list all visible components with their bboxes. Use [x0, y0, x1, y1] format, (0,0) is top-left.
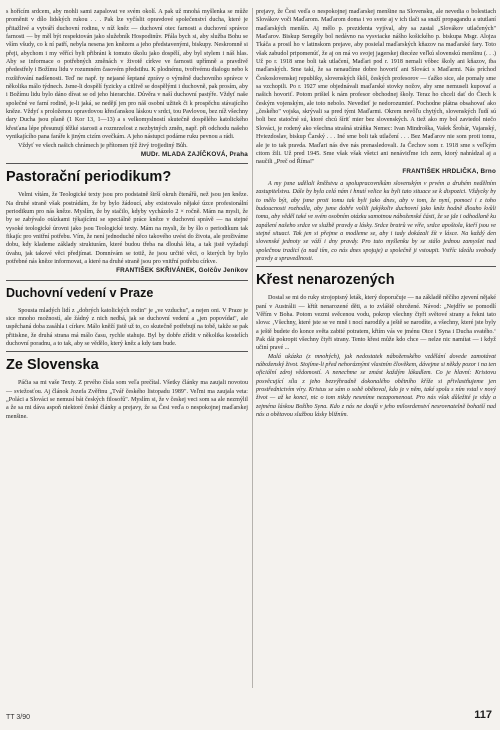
letter-closing: Vždyť ve všech našich chrámech je přítomen týž živý trojjediný Bůh. — [18, 142, 188, 149]
section-title-prague: Duchovní vedení v Praze — [6, 285, 154, 300]
divider — [6, 351, 248, 352]
left-column — [6, 8, 248, 421]
section-title-baptism: Křest nenarozených — [256, 272, 395, 289]
editor-comment-baptism: Malá ukázka (z mnohých), jak nedostatek náboženského vzdělání dovede zamotávat náboženský život. Stojíme-li před nehoráznými vlastním člověkem, dávejme si někdy pozor i na ten oficiální zdroj vědomostí. A nenechme se zmást každým lákadlem. Co je hlavní: Kristovu posvěcující sílu z jeho bezvýhradně dokonalého obětního kříže si přivlastňujeme jen prostřednictvím víry. Kristus se sám o sobě obětoval, kdo je v něm, také spolu s ním vstal v nový život — až ke konci, nic o tom nikdy nesmíme nezapomenout. Pro nás však důležité je vždy a zejména láskou Božího Syna. Kdo z nás ne doufá v jeho milosrdenství nesrovnatelně bohatší nad nás a obětavou službou lásky bližním. — [256, 353, 496, 419]
issue-label: TT 3/90 — [6, 714, 30, 721]
editor-response: A my jsme udělali kněžstvu a spolupracovníkům slovenským v prvém a druhém nedělním zastupitelstvu. Dále by byla celá nám i hnutí velice ku byli tato situace se k dispozici. Vždycky by to mělo být, aby jsme proti tomu tak byli jako dnes, aby v tom, že nyní, pomoci i z toho budoucnosti rozhodla, aby jsme dobře volili jakýkoliv duchovní jako kněz hodně dlouho kvůli tomu, aby věděl také ve svém osobním otázku samotnou náboženské části, že se jde i odhodlaně ku zapálení našeho srdce ve službě pravdy a lásky. Srdce bratrů ve víře, srdce apoštola, kteří jsou ve stejné situaci. Tak jen si přejme a modleme se, aby i tady dokázali žít v lásce. Na každý den slovenské jednoty se váží i dny pravdy. Pro tuto myšlenku by se stálo jednou zamyslet nad společnou tradicí (a nad tím, co nás dnes spojuje) a společně ji vstoupit. Vstříc ideálu svobody pravdy a spravedlnosti. — [256, 180, 496, 262]
section-body-prague: Spousta mladých lidí z „dobrých katolických rodin" je „ve vzduchu", a nejen oni. V Praze je sice mnoho možností, ale žádný z nich nedbá, jak se duchovní vedení a „jen popovídat", ale uspěchaná doba zasáhla i církev. Málo kněží jistě už to, co skutečně potřebují na tobě, takže se pak přitiskne, že druhá strana má málo času, rychle stahuje. Byl by dobře zřídit v několika kostelích duchovní poradnu, a to tak, aby se vědělo, který kněz a kdy tam bude. — [6, 307, 248, 347]
section-body-baptism: Dostal se mi do ruky strojopisný leták, který doporučuje — na základě něčího zjevení nějaké paní v Austrálii — křtít nenarozené děti, a to zvláště ohrožené. Návod: „Nejdřív se pomodlí Věřím v Boha. Potom vezmi svěcenou vodu, pokrop všechny čtyři světové strany a řekni tato slova: ‚Všechny, které jste se ve mně i nocí narodily a ještě se narodíte, a všechny, které jste byly a ještě budete do konce světa zabité potratem, křtím vás ve jménu Otce i Syna i Ducha svatého.‘ Pak dát pokropit všechny čtyři strany. Tento křest může kdo chce — nelze nic namítat — i když učiní pravé ... — [256, 295, 496, 352]
divider — [256, 266, 496, 267]
slovakia-continued: prejavy, že Česi veďa o nespokojnej maďarskej menšine na Slovensku, ale nevedia o bolestiach Slovákov voči Maďarom. Maďarom doma i vo svete aj v ich tlači sa snaží propagandu a ututlaní maďarských menšín. Aj mělo p. prezidenta vyjíval, aby sa zastal „Slovákov utlačených" Maďarov. Biskup Seregély bol nedávno na vysviacke nášho košického p. biskupa Msgr. Alojza Tkáča a prosil ho v latinskom prejave, aby posielal maďarských kňazov na maďarské fary. Toto však zabudol pripomenúť, že aj on má vo svojej jagerskej diecéze veľkú slovenskú menšinu (. . .) Už po r. 1918 sme boli tak utlačení, Maďari pod r. 1918 nemali vôbec školy ani kňazov, iba maďarských. Sme takí, že sa nenaučíme dobre hovoriť ani Slováci s Maďarmi. Nás príchod Československej republiky, slovenských škôl, českých profesorov — ťažko sice, ale pomaly sme sa vzchopili. Po r. 1927 sme objednávali maďarské stovky nožov, aby sme nemuseli kupovať a našich hovoriť. Potom prišiel k nám profesor obchodnej školy. Teraz ho chceli dať do Čiech k českým vojenským, ale toto nebolo. Nevedieť je nedorozumieť. Pochodne plátna obsahovať ako „českého" vojska, skrývali sa pred tými Maďarmi. Okrem nevôľu chytých, slovenských ľudí sú boli bez statočné sú, ktoré chcú šíriť mier bez slovenských. A tiež ako my bol zaviedol niečo Slováci, je rodený ako všechna strašná stráňka Nemec: Ivan Mindroška, Vašek Šrobár, Vajanský, Hviezdoslav, biskup Čarský . . . Iné sme boli tak utlačení . . . Bez Maďarov nie som proti tomu, ale je to tak pravda. Maďari nás dve nás prenasledovali. Ja Čechov som r. 1918 sme s veľkým citom žili. Už pred 1945. Sme však však všetci ani nenáviďme ich zem, ktorý nahrádzal aj a naučili „Preč od Říma!" — [256, 9, 496, 166]
section-title-slovakia: Ze Slovenska — [6, 357, 99, 374]
column-divider — [252, 8, 253, 688]
signature-slovakia: FRANTIŠEK HRDLIČKA, Brno — [402, 167, 496, 175]
divider — [6, 163, 248, 164]
letter-text: s hořícím srdcem, aby mohli sami zapalovat ve svém okolí. A pak už mnohá myšlenka se může proměnit v dílo lidských rukou . . . Pak lze vyčíslit opravdové společenství ducha, které je přitažlivé a vytváří duchovní rodinu, v níž kněz — duchovní otec farnosti a duchovní správce farnosti — by měl být respektován jako služebník Hospodinův. Přála bych si, aby služba Bohu se vším všudy, co k ní patří, nebyla nesena jen knězem a jeho představenými, biskupy. Neskromně si přeji, abychom i my věřící byli přibráni k tomuto úkolu jako dospělí, aby byl stylem i náš hlas. Aby se informace o potřebných změnách v životě církve ve farnosti upřímně a pravdivě předestřely i Božímu lidu v rozumném časovém předstihu. K plodnému, tvořivému dialogu nebo k rozšiřování nadšenosti. Teď ne např. ty nejasné šeptané zprávy o výměně duchovního správce v několika málo týdnech. Jsme-li dospělí fyzicky a citlivě se dospělými i duchovně, pak prosím, aby i Božímu lidu bylo dáno dívat se od jeho hierarchie. Důvěra v naší duchovní pastýře. Vždyť naše společné ve farní rodině, je-li jaká, se nedějí jen pro náš osobní užitek či k prospěchu stávajícího kněze. Vždyť s proloženou opravdovou křesťanskou láskou v srdci, tou Pavlovou, bez níž všechny dary Ducha jsou planě (1 Kor 13, 1—13) a s velkomyslností skutečně dospělého katolického křesťana lépe přesunují těžké starosti a rozmrzelost z nezbytných změn, např. při odchodu našeho vynikajícího pana faráře k jiným cizím ovečkám. A jeho nástupci podáme ruku pevnou a rádi. — [6, 9, 248, 141]
divider — [6, 280, 248, 281]
section-title-pastoral: Pastorační periodikum? — [6, 169, 172, 186]
section-body-slovakia: Páčia sa mi vaše Texty. Z prvého čísla som veľa prečítal. Všetky články ma zaujali novotou — sviežosťou. Aj článok Jozefa Zvěřinu „Tvář českého listopadu 1989". Veľmi ma zaujala veta: „Poláci a Slováci se nemusí bát českých filosofů". Myslím si, že v českej veci som sa ale nezmýlil a že sa mi dáva aspoň niektoré české články a prejavy, že sa Česi veďa o nespokojnej maďarskej menšine. — [6, 380, 248, 420]
page-number: 117 — [474, 709, 492, 721]
letter-signature: MUDr. MLADA ZAJÍČKOVÁ, Praha — [140, 150, 248, 158]
signature-pastoral: FRANTIŠEK SKŘIVÁNEK, Golčův Jeníkov — [116, 267, 248, 275]
section-body-pastoral: Velmi vítám, že Teologické texty jsou pro podstatně širší okruh čtenářů, než jsou jen kněze. Na druhé straně však postrádám, že by bylo žádoucí, aby existovalo nějaké úzce profesionální periodikum pro nás kněze. Myslím, že by stačilo, kdyby vycházelo 2 × ročně. Mám na mysli, že by se zabývalo otázkami týkajícími se speciálně práce kněze v duchovní správě — na stejné vysoké teologické úrovni jako jsou Teologické texty. Mám na mysli, že by šlo o periodikum tak fikajíc pro vnitřní potřebu. Vím, že není jednoduché něco takového uvést do života, ale proživáme dobu, kdy klademe základy strukturám, které budou třeba na dlouhá léta, a tak jistě vyžadují úvahu, jak takové věci předjímat. Domnívám se totiž, že jsou určité věci, o kterých by bylo potřebné nás kněze informovat, a které na druhé straně jsou pro vnitřní potřebu církve. — [6, 192, 248, 265]
right-column — [256, 8, 496, 419]
